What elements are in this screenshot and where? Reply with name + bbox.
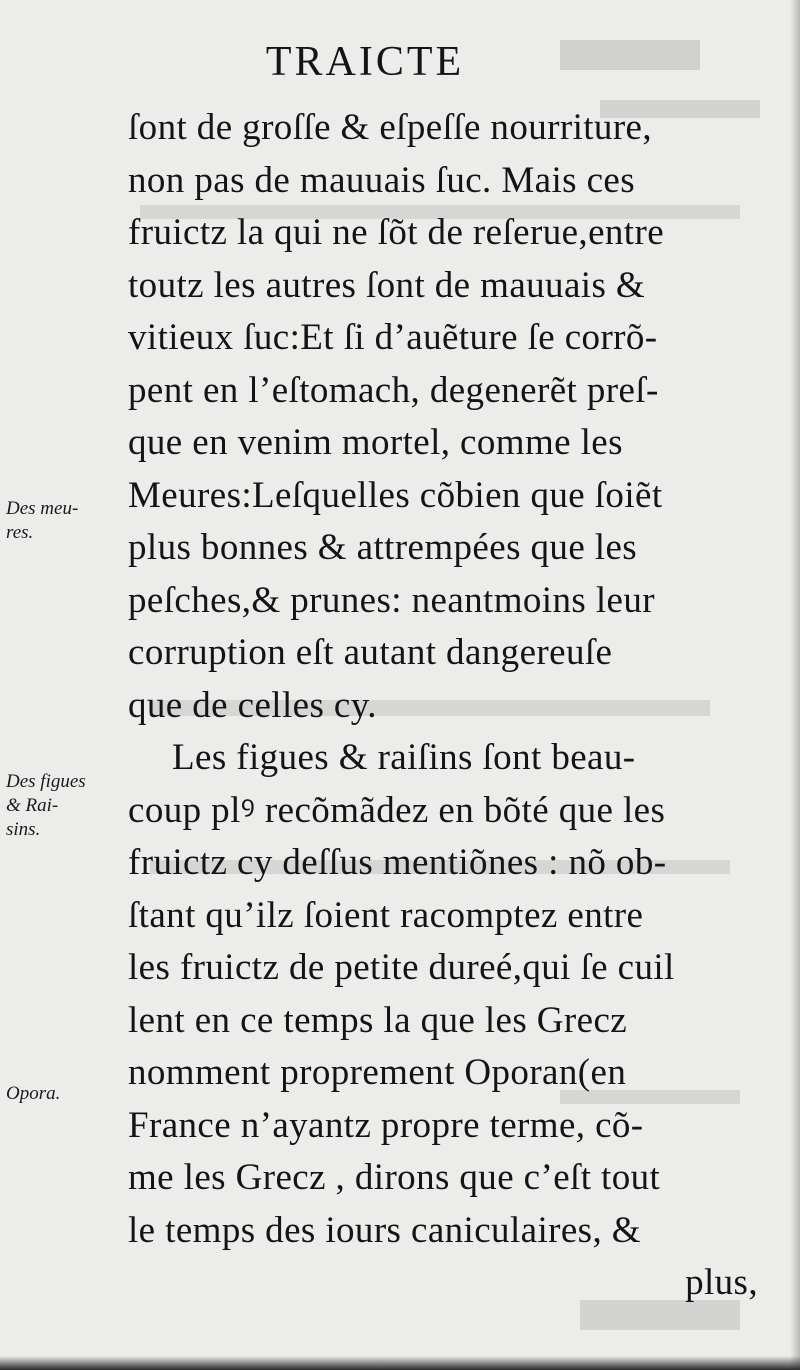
margin-note-text: Opora.	[6, 1083, 61, 1104]
text-line: France n’ayantz propre terme, cõ-	[128, 1104, 644, 1146]
text-line: nomment proprement Oporan(en	[128, 1052, 627, 1093]
text-line: fruictz la qui ne ſõt de reſerue,entre	[128, 212, 665, 253]
margin-note-meures	[6, 497, 116, 545]
text-line: vitieux ſuc:Et ſi d’auẽture ſe corrõ-	[128, 317, 658, 358]
text-line: que en venim mortel, comme les	[128, 422, 623, 463]
catchword: plus,	[685, 1262, 758, 1303]
text-line: lent en ce temps la que les Grecz	[128, 999, 628, 1041]
text-line: corruption eſt autant dangereuſe	[128, 632, 613, 673]
text-line: les fruictz de petite dureé,qui ſe cuil	[128, 947, 675, 988]
text-line: pent en l’eſtomach, degenerẽt preſ-	[128, 369, 659, 411]
text-line: me les Grecz , dirons que c’eſt tout	[128, 1157, 661, 1198]
text-line: le temps des iours caniculaires, &	[128, 1209, 641, 1251]
running-title: TRAICTE	[265, 39, 465, 85]
body-text	[128, 102, 758, 1310]
text-line: toutz les autres ſont de mauuais &	[128, 264, 646, 306]
text-line: ſtant qu’ilz ſoient racomptez entre	[128, 894, 644, 936]
page-header	[0, 38, 800, 86]
text-line: Meures:Leſquelles cõbien que ſoiẽt	[128, 474, 663, 516]
text-line: non pas de mauuais ſuc. Mais ces	[128, 159, 636, 201]
text-line: plus bonnes & attrempées que les	[128, 527, 638, 568]
margin-note-text: Des meu- res.	[6, 498, 79, 543]
text-line: Les figues & raiſins ſont beau-	[172, 737, 636, 778]
text-line: que de celles cy.	[128, 684, 377, 726]
page-edge-shadow	[790, 0, 800, 1370]
margin-note-text: Des figues & Rai- sins.	[6, 771, 86, 840]
text-line: fruictz cy deſſus mentiõnes : nõ ob-	[128, 842, 667, 883]
page-bottom-edge	[0, 1356, 800, 1370]
margin-note-opora	[6, 1082, 116, 1106]
text-line: coup plꝰ recõmãdez en bõté que les	[128, 789, 666, 831]
margin-note-figues	[6, 770, 116, 842]
text-line: peſches,& prunes: neantmoins leur	[128, 579, 655, 621]
text-line: ſont de groſſe & eſpeſſe nourriture,	[128, 107, 653, 148]
